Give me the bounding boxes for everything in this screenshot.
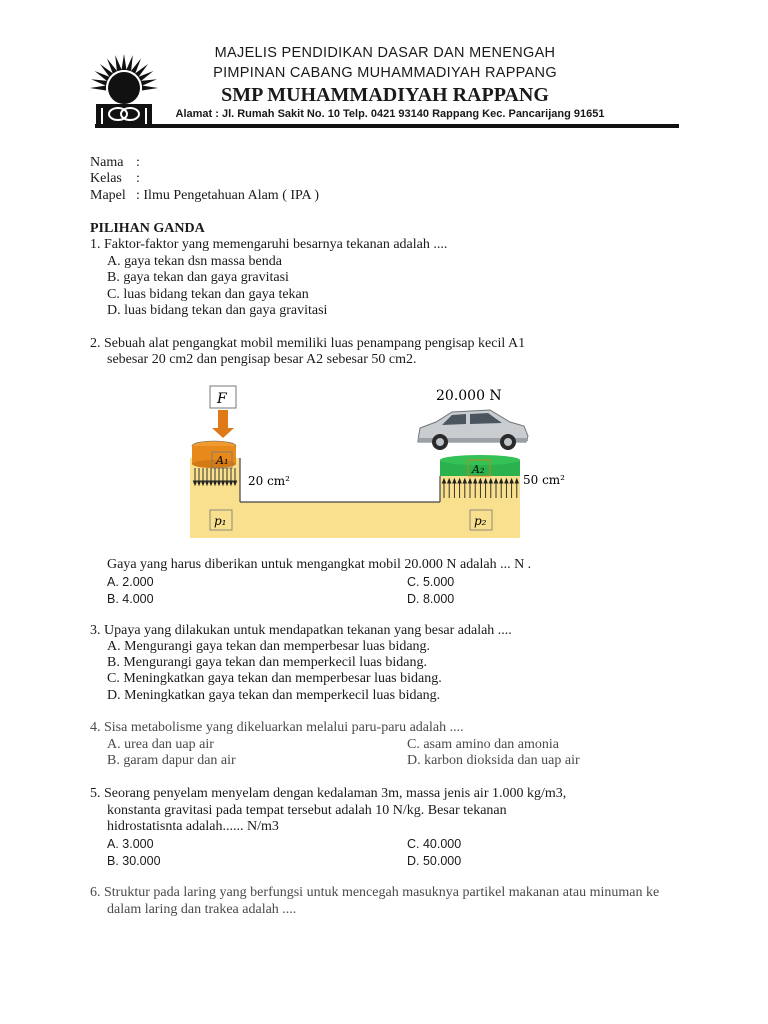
q6-stem-line2: dalam laring dan trakea adalah .... — [107, 902, 297, 917]
header-divider — [95, 124, 679, 128]
q5-stem-line2: konstanta gravitasi pada tempat tersebut adalah 10 N/kg. Besar tekanan — [107, 803, 507, 818]
q2-stem-line1: 2. Sebuah alat pengangkat mobil memiliki luas penampang pengisap kecil A1 — [90, 336, 526, 351]
p2-label: p₂ — [474, 514, 487, 528]
large-area-label: 50 cm² — [523, 473, 565, 487]
small-area-label: 20 cm² — [248, 474, 290, 488]
subject-value: : Ilmu Pengetahuan Alam ( IPA ) — [136, 188, 320, 203]
car-weight-label: 20.000 N — [436, 388, 502, 404]
q2-option-b: B. 4.000 — [107, 592, 154, 606]
header-branch: PIMPINAN CABANG MUHAMMADIYAH RAPPANG — [213, 65, 557, 81]
q3-option-b: B. Mengurangi gaya tekan dan memperkecil luas bidang. — [107, 655, 427, 670]
q5-option-a: A. 3.000 — [107, 837, 154, 851]
q4-option-a: A. urea dan uap air — [107, 737, 214, 752]
q2-option-d: D. 8.000 — [407, 592, 455, 606]
q4-option-d: D. karbon dioksida dan uap air — [407, 753, 580, 768]
subject-label: Mapel — [90, 188, 126, 203]
q6-stem-line1: 6. Struktur pada laring yang berfungsi untuk mencegah masuknya partikel makanan atau minuman ke — [90, 885, 660, 900]
q1-option-b: B. gaya tekan dan gaya gravitasi — [107, 270, 289, 285]
name-colon: : — [136, 155, 140, 170]
q5-option-d: D. 50.000 — [407, 854, 462, 868]
q1-option-c: C. luas bidang tekan dan gaya tekan — [107, 287, 309, 302]
q5-stem-line1: 5. Seorang penyelam menyelam dengan kedalaman 3m, massa jenis air 1.000 kg/m3, — [90, 786, 567, 801]
name-field — [90, 155, 140, 171]
q5-option-b: B. 30.000 — [107, 854, 161, 868]
force-arrow-head — [212, 428, 234, 438]
q2-option-c: C. 5.000 — [407, 575, 455, 589]
p1-label: p₁ — [214, 514, 227, 528]
q3-option-a: A. Mengurangi gaya tekan dan memperbesar luas bidang. — [107, 639, 431, 654]
q2-option-a: A. 2.000 — [107, 575, 154, 589]
class-colon: : — [136, 171, 140, 186]
q3-option-c: C. Meningkatkan gaya tekan dan memperbesar luas bidang. — [107, 671, 442, 686]
q1-stem: 1. Faktor-faktor yang memengaruhi besarnya tekanan adalah .... — [90, 237, 448, 252]
q4-option-c: C. asam amino dan amonia — [407, 737, 560, 752]
a1-label: A₁ — [216, 454, 229, 467]
section-title: PILIHAN GANDA — [90, 221, 205, 236]
school-address: Alamat : Jl. Rumah Sakit No. 10 Telp. 0421 93140 Rappang Kec. Pancarijang 91651 — [175, 108, 605, 120]
force-arrow-shaft — [218, 410, 228, 428]
hydraulic-lift-figure — [190, 378, 580, 543]
q4-option-b: B. garam dapur dan air — [107, 753, 236, 768]
q3-option-d: D. Meningkatkan gaya tekan dan memperkecil luas bidang. — [107, 688, 441, 703]
q2-stem-line2: sebesar 20 cm2 dan pengisap besar A2 sebesar 50 cm2. — [107, 352, 417, 367]
a2-label: A₂ — [472, 463, 485, 476]
header-council: MAJELIS PENDIDIKAN DASAR DAN MENENGAH — [214, 45, 556, 61]
name-label: Nama — [90, 155, 124, 170]
q4-stem: 4. Sisa metabolisme yang dikeluarkan melalui paru-paru adalah .... — [90, 720, 464, 735]
class-field — [90, 171, 140, 187]
muhammadiyah-logo-icon — [88, 50, 160, 130]
q1-option-a: A. gaya tekan dsn massa benda — [107, 254, 282, 269]
force-label: F — [217, 391, 227, 407]
subject-field — [90, 188, 319, 204]
q5-stem-line3: hidrostatisnta adalah...... N/m3 — [107, 819, 279, 834]
class-label: Kelas — [90, 171, 122, 186]
q1-option-d: D. luas bidang tekan dan gaya gravitasi — [107, 303, 328, 318]
q2-question: Gaya yang harus diberikan untuk mengangkat mobil 20.000 N adalah ... N . — [107, 557, 532, 572]
car-icon — [418, 410, 528, 450]
q3-stem: 3. Upaya yang dilakukan untuk mendapatkan tekanan yang besar adalah .... — [90, 623, 512, 638]
school-name: SMP MUHAMMADIYAH RAPPANG — [221, 84, 549, 106]
q5-option-c: C. 40.000 — [407, 837, 462, 851]
